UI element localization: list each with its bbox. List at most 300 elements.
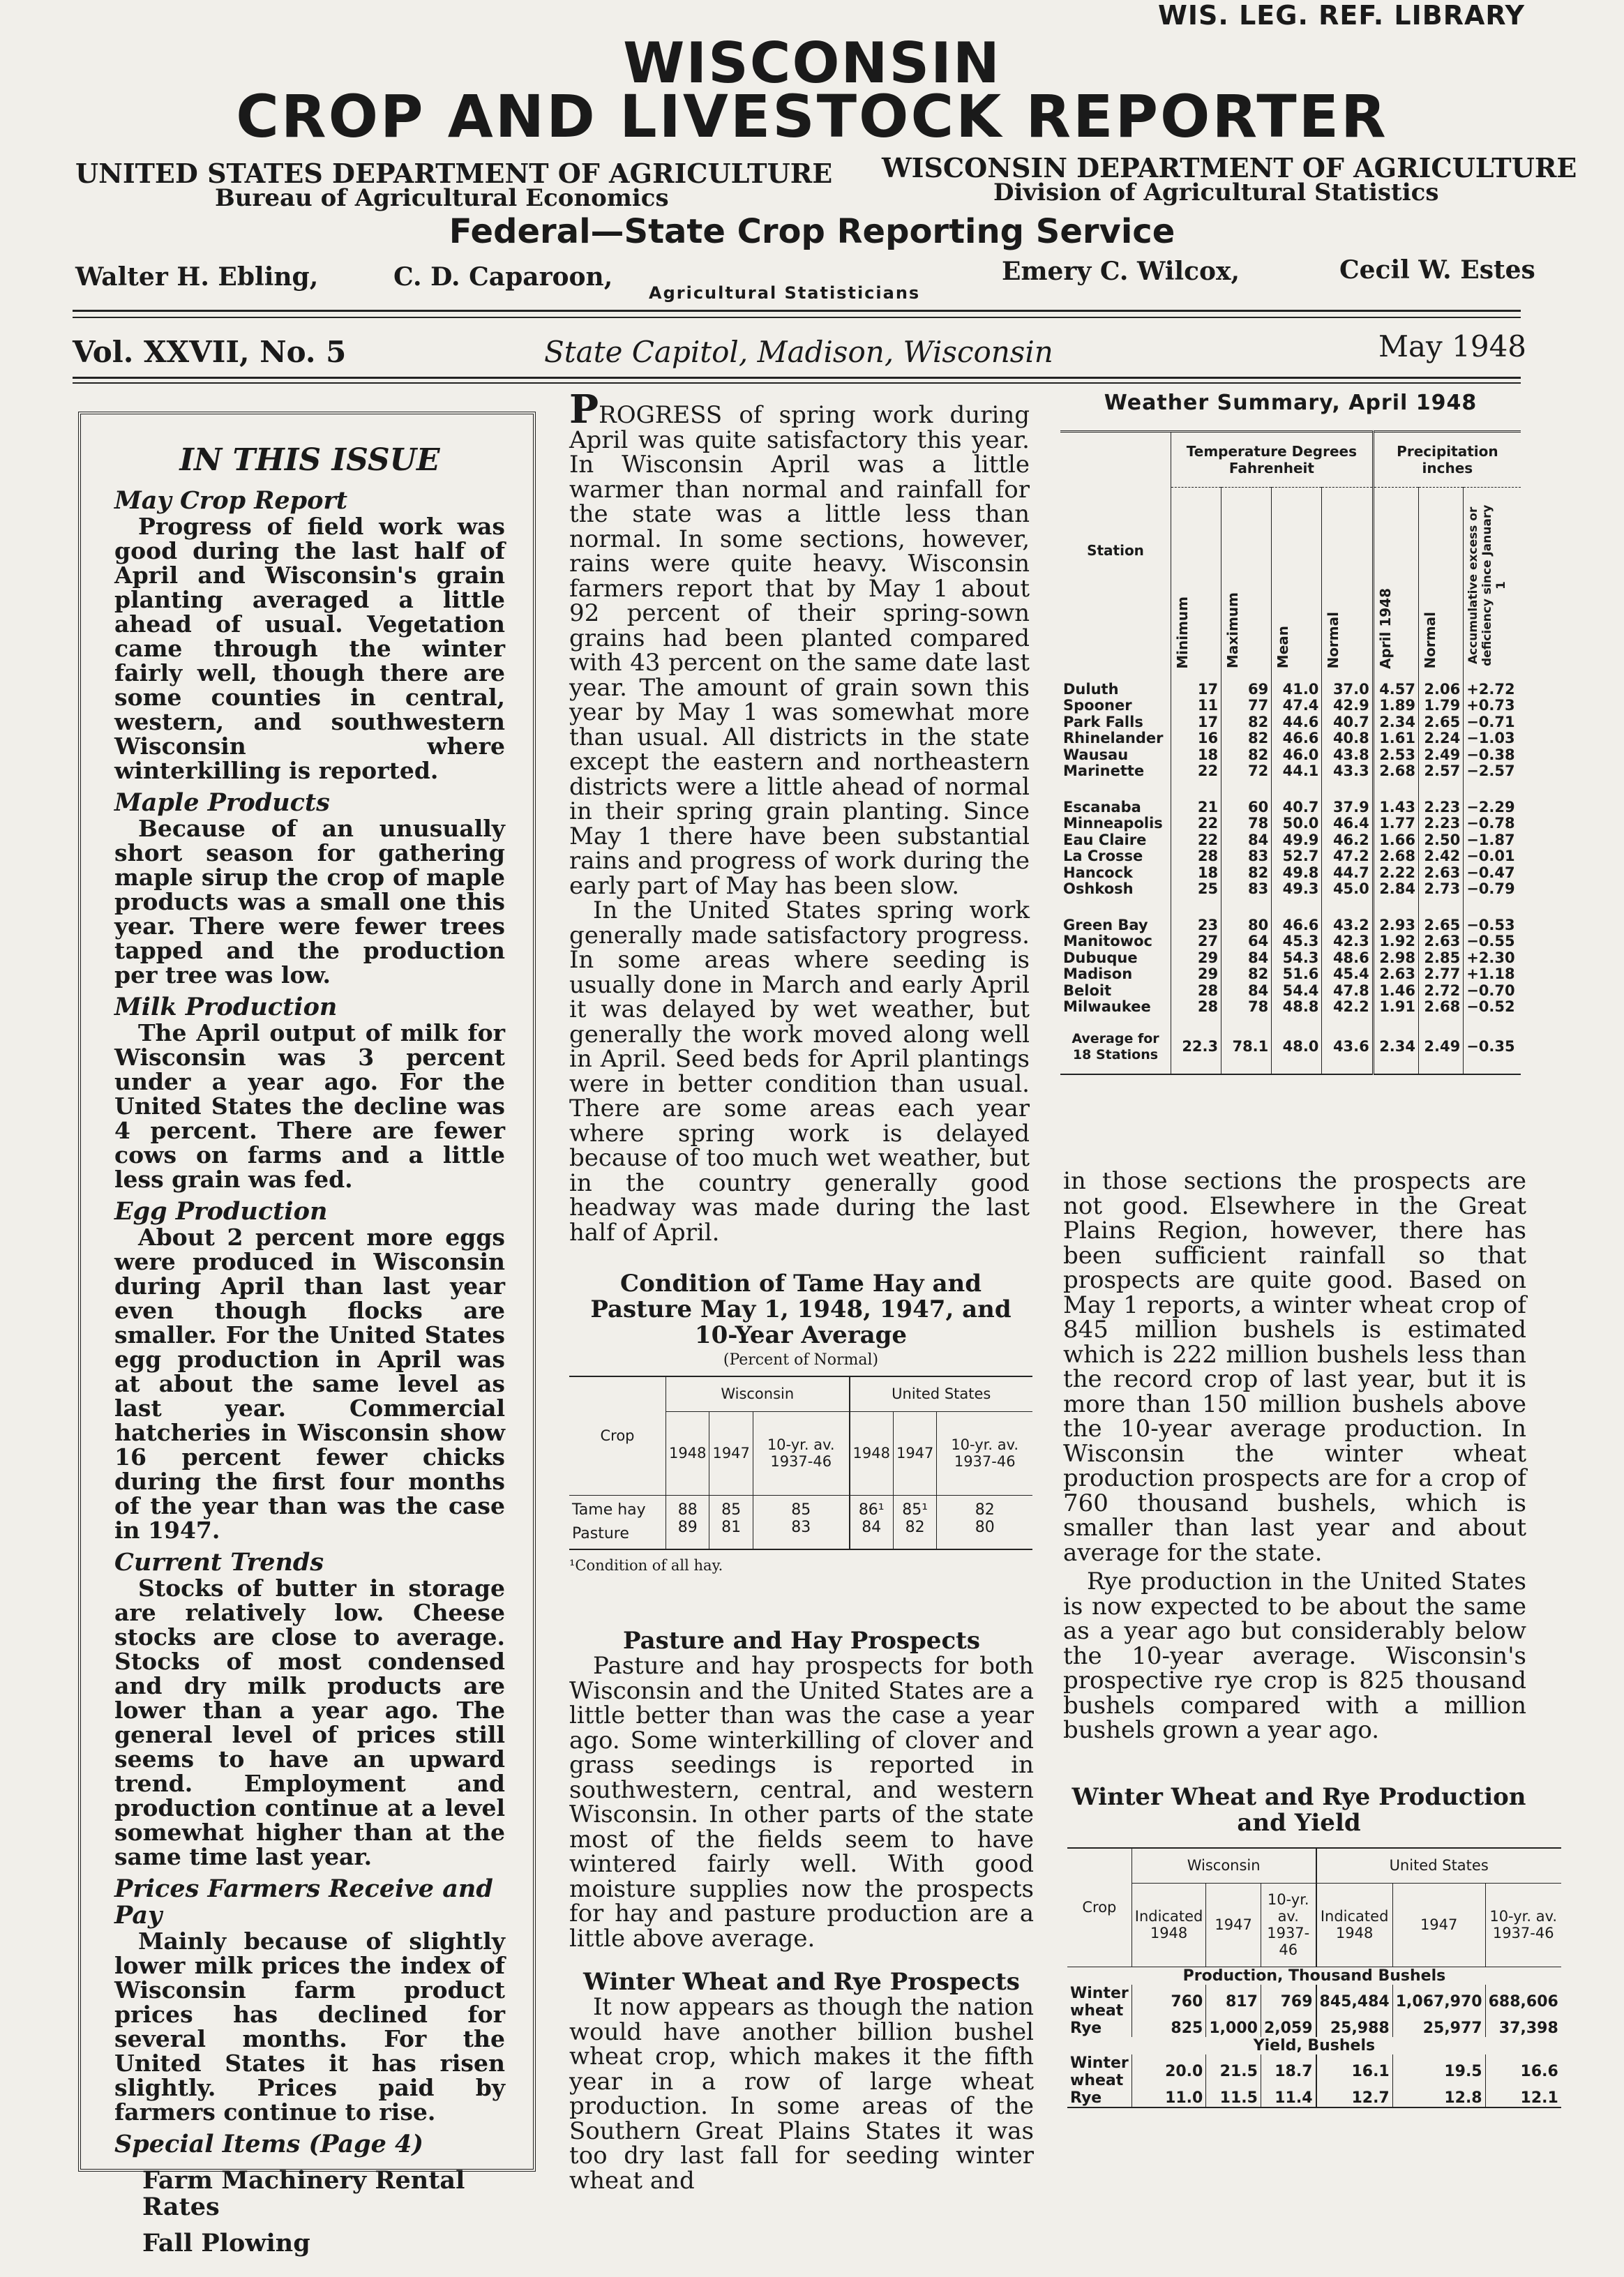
weather-summary-block <box>1060 391 1521 1075</box>
weather-cell: 28 <box>1171 848 1221 865</box>
issue-section-heading: Egg Production <box>114 1197 328 1226</box>
weather-col-header <box>1464 488 1521 669</box>
weather-group-temperature: Temperature Degrees Fahrenheit <box>1171 432 1374 488</box>
body-paragraph: In the United States spring work generally made satisfactory progress. In some areas where seeding is usually done in March and early April it was delayed by wet weather, but generally the work moved along well in April. Seed beds for April plantings were in better condition than usual. There are some areas each year where spring work is delayed because of too much wet weather, but in the country generally good headway was made during the last half of April. <box>569 896 1030 1247</box>
weather-cell: 2.63 <box>1373 966 1418 983</box>
weather-cell: 84 <box>1221 832 1272 849</box>
wheat-cell: 11.4 <box>1261 2089 1316 2107</box>
weather-cell: 2.42 <box>1419 848 1464 865</box>
weather-cell: −0.35 <box>1466 1038 1515 1055</box>
rye-paragraph: Rye production in the United States is now expected to be about the same as a year ago but considerably below the 10-year average. Wisconsin's prospective rye crop is 825 thousand bushels compared with a million bushels grown a year ago. <box>1063 1568 1526 1744</box>
hay-cell: 85 <box>753 1495 849 1519</box>
wheat-col-header: 1947 <box>1206 1883 1261 1967</box>
weather-cell: 82 <box>1221 747 1272 764</box>
weather-cell: 47.2 <box>1322 848 1373 865</box>
weather-col-label: April 1948 <box>1376 587 1394 669</box>
weather-cell: 25 <box>1171 881 1221 898</box>
wheat-prospects-heading: Winter Wheat and Rye Prospects <box>583 1968 1020 1996</box>
wheat-group-us: United States <box>1316 1848 1561 1883</box>
weather-station: Rhinelander <box>1060 730 1171 747</box>
weather-cell: 82 <box>1221 714 1272 731</box>
weather-cell: 50.0 <box>1272 816 1322 832</box>
weather-cell: 29 <box>1171 950 1221 967</box>
weather-cell: +2.30 <box>1466 949 1515 966</box>
wheat-cell: 760 <box>1131 1985 1206 2020</box>
weather-cell: 42.2 <box>1322 999 1373 1016</box>
wheat-cell: 25,977 <box>1392 2020 1485 2037</box>
hay-col-header: 1947 <box>893 1411 936 1495</box>
weather-row <box>1060 933 1521 950</box>
weather-cell: −0.71 <box>1466 713 1515 730</box>
weather-cell: 2.63 <box>1419 865 1464 882</box>
intro-paragraph: PROGRESS of spring work during April was quite satisfactory this year. In Wisconsin April was a little warmer than normal and rainfall for the state was a little less than normal. In some sections, however, rains were quite heavy. Wisconsin farmers report that by May 1 about 92 percent of their spring-sown grains had been planted compared with 43 percent on the same date last year. The amount of grain sown this year by May 1 was somewhat more than usual. All districts in the state except the eastern and northeastern districts were a little ahead of normal in their spring grain planting. Since May 1 there have been substantial rains and progress of work during the early part of May has been slow. <box>569 386 1030 900</box>
weather-row <box>1060 832 1521 849</box>
issue-section-text: Stocks of butter in storage are relatively low. Cheese stocks are close to average. Stocks of most condensed and dry milk products are lower than a year ago. The general level of prices still seems to have an upward trend. Employment and production continue at a level somewhat higher than at the same time last year. <box>114 1575 505 1870</box>
hay-cell: 82 <box>975 1501 995 1519</box>
weather-station: Spooner <box>1060 698 1171 714</box>
weather-cell: 29 <box>1171 966 1221 983</box>
weather-cell: 47.4 <box>1272 698 1322 714</box>
special-item: Fall Plowing <box>142 2229 310 2257</box>
wheat-table-row <box>1067 2020 1561 2037</box>
weather-col-header <box>1221 488 1272 669</box>
weather-cell: 45.3 <box>1272 933 1322 950</box>
wheat-cell: 19.5 <box>1392 2054 1485 2089</box>
weather-cell: 84 <box>1221 950 1272 967</box>
wheat-cell: 11.0 <box>1131 2089 1206 2107</box>
weather-cell: 69 <box>1221 669 1272 698</box>
weather-cell: −0.55 <box>1466 933 1515 949</box>
issue-section-text: Because of an unusually short season for gathering maple sirup the crop of maple products was a small one this year. There were fewer trees tapped and the production per tree was low. <box>114 815 505 989</box>
wheat-continued-paragraph: in those sections the prospects are not good. Elsewhere in the Great Plains Region, however, there has been sufficient rainfall so that prospects are quite good. Based on May 1 reports, a winter wheat crop of 845 million bushels is estimated which is 222 million bushels less than the record crop of last year, but it is more than 150 million bushels above the 10-year average production. In Wisconsin the winter wheat production prospects are for a crop of 760 thousand bushels, which is smaller than last year and about average for the state. <box>1063 1167 1526 1567</box>
weather-cell: 40.7 <box>1272 780 1322 816</box>
weather-cell: 48.6 <box>1322 950 1373 967</box>
weather-cell: 49.9 <box>1272 832 1322 849</box>
hay-cell: 85 <box>709 1495 753 1519</box>
special-items-heading: Special Items (Page 4) <box>114 2130 423 2158</box>
weather-cell: 1.77 <box>1373 816 1418 832</box>
weather-cell: 1.89 <box>1373 698 1418 714</box>
weather-cell: 78 <box>1221 816 1272 832</box>
weather-cell: 54.3 <box>1272 950 1322 967</box>
weather-cell: 2.68 <box>1373 848 1418 865</box>
weather-cell: 82 <box>1221 865 1272 882</box>
wheat-col-header: 1947 <box>1392 1883 1485 1967</box>
hay-cell: 89 <box>666 1519 709 1549</box>
wheat-cell: 12.1 <box>1520 2089 1558 2107</box>
weather-station: Hancock <box>1060 865 1171 882</box>
weather-col-label: Minimum <box>1174 596 1191 669</box>
wheat-table-subheading-row <box>1067 2037 1561 2054</box>
weather-cell: 46.4 <box>1322 816 1373 832</box>
wheat-cell: 1,067,970 <box>1392 1985 1485 2020</box>
weather-row <box>1060 898 1521 934</box>
weather-cell: 28 <box>1171 983 1221 1000</box>
wheat-table-row <box>1067 1985 1561 2020</box>
weather-cell: 2.34 <box>1373 1016 1418 1074</box>
weather-station: Park Falls <box>1060 714 1171 731</box>
masthead-title-line1: WISCONSIN <box>623 31 1001 96</box>
weather-row <box>1060 747 1521 764</box>
weather-group-precipitation: Precipitation inches <box>1373 432 1521 488</box>
weather-cell: 1.66 <box>1373 832 1418 849</box>
weather-station: Beloit <box>1060 983 1171 1000</box>
weather-cell: 83 <box>1221 881 1272 898</box>
issue-section-heading: Milk Production <box>114 993 338 1021</box>
weather-station: Green Bay <box>1060 898 1171 934</box>
statistician-name: Emery C. Wilcox, <box>1002 257 1240 286</box>
weather-cell: 1.79 <box>1419 698 1464 714</box>
weather-cell: 77 <box>1221 698 1272 714</box>
statistician-name: Walter H. Ebling, <box>75 262 319 292</box>
weather-cell: −1.87 <box>1466 831 1515 848</box>
weather-row <box>1060 865 1521 882</box>
masthead-title-line2: CROP AND LIVESTOCK REPORTER <box>236 82 1388 151</box>
wheat-table-row <box>1067 2054 1561 2089</box>
wheat-cell: 1,000 <box>1206 2020 1261 2037</box>
weather-station: Wausau <box>1060 747 1171 764</box>
weather-cell: 17 <box>1171 714 1221 731</box>
weather-cell: 80 <box>1221 898 1272 934</box>
weather-cell: 17 <box>1171 669 1221 698</box>
weather-station: Manitowoc <box>1060 933 1171 950</box>
hay-col-header: 10-yr. av. 1937-46 <box>753 1411 849 1495</box>
weather-cell: 83 <box>1221 848 1272 865</box>
weather-cell: 46.6 <box>1272 898 1322 934</box>
weather-cell: −0.38 <box>1466 746 1515 763</box>
weather-cell: 2.50 <box>1419 832 1464 849</box>
weather-cell: 2.24 <box>1419 730 1464 747</box>
weather-cell: 47.8 <box>1322 983 1373 1000</box>
weather-cell: 2.57 <box>1419 763 1464 780</box>
hay-group-us: United States <box>850 1376 1033 1411</box>
weather-cell: 22.3 <box>1171 1016 1221 1074</box>
weather-cell: 51.6 <box>1272 966 1322 983</box>
weather-cell: 2.65 <box>1419 898 1464 934</box>
hay-table-row <box>569 1519 1032 1549</box>
weather-cell: 2.23 <box>1419 780 1464 816</box>
weather-cell: 22 <box>1171 816 1221 832</box>
weather-cell: 48.8 <box>1272 999 1322 1016</box>
weather-col-label: Normal <box>1325 611 1342 669</box>
weather-row <box>1060 881 1521 898</box>
wheat-cell: 688,606 <box>1488 1993 1558 2011</box>
issue-section-heading: Maple Products <box>114 788 330 817</box>
weather-col-header <box>1171 488 1221 669</box>
weather-cell: 18 <box>1171 865 1221 882</box>
weather-cell: 44.1 <box>1272 763 1322 780</box>
weather-row <box>1060 763 1521 780</box>
weather-cell: 18 <box>1171 747 1221 764</box>
weather-cell: −2.57 <box>1466 762 1515 779</box>
weather-row <box>1060 848 1521 865</box>
weather-cell: 2.77 <box>1419 966 1464 983</box>
weather-cell: 43.3 <box>1322 763 1373 780</box>
wheat-row-crop: Winter wheat <box>1067 2054 1131 2089</box>
weather-cell: 2.65 <box>1419 714 1464 731</box>
weather-col-label: Normal <box>1422 611 1439 669</box>
weather-cell: 2.22 <box>1373 865 1418 882</box>
issue-section-list <box>114 488 505 2124</box>
weather-cell: 27 <box>1171 933 1221 950</box>
weather-cell: 37.0 <box>1322 669 1373 698</box>
statistician-name: Cecil W. Estes <box>1339 255 1535 285</box>
weather-cell: 52.7 <box>1272 848 1322 865</box>
header-rule <box>73 382 1521 384</box>
wheat-table-subheading: Production, Thousand Bushels <box>1182 1967 1446 1985</box>
wheat-cell: 769 <box>1261 1985 1316 2020</box>
hay-cell: 86¹ <box>850 1495 894 1519</box>
weather-station: Duluth <box>1060 669 1171 698</box>
weather-cell: 2.53 <box>1373 747 1418 764</box>
weather-cell: 54.4 <box>1272 983 1322 1000</box>
wheat-cell: 25,988 <box>1316 2020 1393 2037</box>
weather-cell: −0.78 <box>1466 815 1515 832</box>
weather-row <box>1060 816 1521 832</box>
weather-cell: 4.57 <box>1373 669 1418 698</box>
special-item: Farm Machinery Rental Rates <box>142 2166 465 2221</box>
weather-cell: 22 <box>1171 832 1221 849</box>
wheat-col-header: Indicated 1948 <box>1131 1883 1206 1967</box>
issue-section-text: About 2 percent more eggs were produced in Wisconsin during April than last year even though flocks are smaller. For the United States egg production in April was at about the same level as last year. Commercial hatcheries in Wisconsin show 16 percent fewer chicks during the first four months of the year than was the case in 1947. <box>114 1224 505 1544</box>
weather-cell: 42.9 <box>1322 698 1373 714</box>
weather-cell: 78 <box>1221 999 1272 1016</box>
weather-col-header <box>1419 488 1464 669</box>
weather-title: Weather Summary, April 1948 <box>1104 391 1478 415</box>
weather-cell: +0.73 <box>1466 697 1515 714</box>
weather-cell: 46.0 <box>1272 747 1322 764</box>
statistician-name: C. D. Caparoon, <box>393 262 613 292</box>
weather-row <box>1060 730 1521 747</box>
issue-section-text: The April output of milk for Wisconsin was 3 percent under a year ago. For the United States the decline was 4 percent. There are fewer cows on farms and a little less grain was fed. <box>114 1019 505 1193</box>
issue-section-heading: Current Trends <box>114 1548 324 1577</box>
wheat-cell: 21.5 <box>1206 2054 1261 2089</box>
weather-row <box>1060 966 1521 983</box>
weather-cell: 2.98 <box>1373 950 1418 967</box>
weather-cell: 60 <box>1221 780 1272 816</box>
weather-row <box>1060 950 1521 967</box>
weather-row <box>1060 669 1521 698</box>
weather-col-label: Mean <box>1275 626 1292 669</box>
weather-cell: 2.84 <box>1373 881 1418 898</box>
weather-cell: 45.0 <box>1322 881 1373 898</box>
weather-cell: 2.93 <box>1373 898 1418 934</box>
wheat-cell: 16.6 <box>1520 2063 1558 2080</box>
weather-row <box>1060 983 1521 1000</box>
weather-cell: 2.49 <box>1419 747 1464 764</box>
weather-cell: 1.92 <box>1373 933 1418 950</box>
hay-cell: 82 <box>893 1519 936 1549</box>
hay-row-crop: Pasture <box>569 1519 666 1549</box>
weather-cell: −1.03 <box>1466 730 1515 746</box>
weather-cell: 43.6 <box>1322 1016 1373 1074</box>
wheat-prospects-paragraph: It now appears as though the nation would have another billion bushel wheat crop, which makes it the fifth year in a row of large wheat production. In some areas of the Southern Great Plains States it was too dry last fall for seeding winter wheat and <box>569 1993 1034 2195</box>
header-rule <box>73 377 1521 379</box>
weather-cell: +1.18 <box>1466 965 1515 982</box>
wheat-cell: 825 <box>1131 2020 1206 2037</box>
wheat-col-header: 10-yr. av. 1937-46 <box>1485 1883 1561 1967</box>
hay-table-row <box>569 1495 1032 1519</box>
hay-cell: 88 <box>666 1495 709 1519</box>
in-this-issue-title: IN THIS ISSUE <box>179 442 440 478</box>
issue-section-text: Mainly because of slightly lower milk prices the index of Wisconsin farm product prices has declined for several months. For the United States it has risen slightly. Prices paid by farmers continue to rise. <box>114 1927 505 2126</box>
weather-cell: 42.3 <box>1322 933 1373 950</box>
wheat-table-subheading: Yield, Bushels <box>1253 2036 1376 2054</box>
wheat-row-crop: Rye <box>1067 2089 1131 2107</box>
weather-station: Madison <box>1060 966 1171 983</box>
hay-pasture-table-block <box>569 1271 1032 1574</box>
hay-col-crop: Crop <box>569 1376 666 1495</box>
weather-station: Average for 18 Stations <box>1060 1016 1171 1074</box>
weather-station: Minneapolis <box>1060 816 1171 832</box>
weather-cell: −0.47 <box>1466 864 1515 881</box>
hay-col-header: 1948 <box>666 1411 709 1495</box>
weather-cell: 23 <box>1171 898 1221 934</box>
weather-station: Oshkosh <box>1060 881 1171 898</box>
in-this-issue-box <box>78 412 536 2257</box>
wheat-cell: 2,059 <box>1261 2020 1316 2037</box>
hay-table-subtitle: (Percent of Normal) <box>723 1351 879 1369</box>
hay-col-header: 1948 <box>850 1411 894 1495</box>
weather-cell: 64 <box>1221 933 1272 950</box>
weather-cell: 84 <box>1221 983 1272 1000</box>
weather-cell: 49.8 <box>1272 865 1322 882</box>
weather-cell: −0.01 <box>1466 848 1515 864</box>
hay-table-title: Condition of Tame Hay and Pasture May 1, 1948, 1947, and 10-Year Average <box>590 1270 1012 1349</box>
weather-row <box>1060 698 1521 714</box>
wheat-col-crop: Crop <box>1067 1848 1131 1967</box>
wheat-table-row <box>1067 2089 1561 2107</box>
weather-cell: 49.3 <box>1272 881 1322 898</box>
weather-row <box>1060 780 1521 816</box>
weather-cell: −2.29 <box>1466 798 1515 816</box>
us-bureau-name: Bureau of Agricultural Economics <box>215 184 669 212</box>
weather-station: Milwaukee <box>1060 999 1171 1016</box>
weather-cell: 2.68 <box>1373 763 1418 780</box>
weather-cell: 2.06 <box>1419 669 1464 698</box>
wheat-cell: 12.7 <box>1316 2089 1393 2107</box>
weather-row <box>1060 714 1521 731</box>
weather-cell: 16 <box>1171 730 1221 747</box>
hay-table-footnote: ¹Condition of all hay. <box>569 1556 723 1574</box>
weather-cell: 2.34 <box>1373 714 1418 731</box>
weather-col-label: Accumulative excess or deficiency since January 1 <box>1466 504 1509 666</box>
weather-col-header <box>1373 488 1418 669</box>
weather-row <box>1060 1016 1521 1074</box>
weather-cell: 2.72 <box>1419 983 1464 1000</box>
weather-cell: 46.6 <box>1272 730 1322 747</box>
weather-cell: 2.85 <box>1419 950 1464 967</box>
weather-station: Eau Claire <box>1060 832 1171 849</box>
middle-column <box>569 386 1030 1247</box>
weather-station: Marinette <box>1060 763 1171 780</box>
wheat-cell: 845,484 <box>1316 1985 1393 2020</box>
wheat-cell: 37,398 <box>1498 2019 1558 2037</box>
wheat-cell: 18.7 <box>1261 2054 1316 2089</box>
wheat-col-header: Indicated 1948 <box>1316 1883 1393 1967</box>
header-rule <box>73 310 1521 312</box>
weather-station: La Crosse <box>1060 848 1171 865</box>
pasture-section <box>569 1628 1034 2193</box>
weather-cell: −0.70 <box>1466 982 1515 999</box>
weather-table <box>1060 430 1521 1075</box>
weather-cell: 2.49 <box>1419 1016 1464 1074</box>
weather-col-label: Maximum <box>1224 592 1242 669</box>
hay-cell: 85¹ <box>893 1495 936 1519</box>
weather-col-station: Station <box>1060 432 1171 669</box>
weather-station: Dubuque <box>1060 950 1171 967</box>
weather-cell: 41.0 <box>1272 669 1322 698</box>
dateline-location: State Capitol, Madison, Wisconsin <box>544 335 1053 369</box>
weather-cell: 48.0 <box>1272 1016 1322 1074</box>
weather-cell: 1.61 <box>1373 730 1418 747</box>
volume-number: Vol. XXVII, No. 5 <box>73 335 347 369</box>
weather-cell: −0.79 <box>1466 880 1515 897</box>
hay-col-header: 1947 <box>709 1411 753 1495</box>
wheat-table-subheading-row <box>1067 1967 1561 1985</box>
hay-cell: 84 <box>850 1519 894 1549</box>
weather-cell: 44.7 <box>1322 865 1373 882</box>
wis-division-name: Division of Agricultural Statistics <box>993 179 1439 206</box>
wheat-row-crop: Winter wheat <box>1067 1985 1131 2020</box>
hay-col-header: 10-yr. av. 1937-46 <box>937 1411 1032 1495</box>
us-dept-name: UNITED STATES DEPARTMENT OF AGRICULTURE <box>75 158 833 189</box>
weather-cell: 2.63 <box>1419 933 1464 950</box>
weather-cell: 78.1 <box>1221 1016 1272 1074</box>
weather-cell: 72 <box>1221 763 1272 780</box>
weather-col-header <box>1322 488 1373 669</box>
pasture-paragraph: Pasture and hay prospects for both Wisconsin and the United States are a little better than was the case a year ago. Some winterkilling of clover and grass seedings is reported in southwestern, central, and western Wisconsin. In other parts of the state most of the fields seem to have wintered fairly well. With good moisture supplies now the prospects for hay and pasture production are a little above average. <box>569 1652 1034 1953</box>
wis-dept-name: WISCONSIN DEPARTMENT OF AGRICULTURE <box>882 152 1577 183</box>
issue-section-text: Progress of field work was good during the last half of April and Wisconsin's grain planting averaged a little ahead of usual. Vegetation came through the winter fairly well, though there are some counties in central, western, and southwestern Wisconsin where winterkilling is reported. <box>114 513 505 784</box>
hay-cell: 80 <box>975 1518 995 1536</box>
weather-cell: 43.8 <box>1322 747 1373 764</box>
weather-cell: 40.8 <box>1322 730 1373 747</box>
wheat-rye-table-block <box>1067 1783 1558 2108</box>
wheat-cell: 817 <box>1206 1985 1261 2020</box>
library-stamp: WIS. LEG. REF. LIBRARY <box>1158 0 1526 31</box>
wheat-cell: 11.5 <box>1206 2089 1261 2107</box>
hay-cell: 83 <box>753 1519 849 1549</box>
weather-cell: 1.46 <box>1373 983 1418 1000</box>
weather-cell: 11 <box>1171 698 1221 714</box>
weather-cell: 82 <box>1221 730 1272 747</box>
weather-cell: 82 <box>1221 966 1272 983</box>
wheat-col-header: 10-yr. av. 1937-46 <box>1261 1883 1316 1967</box>
issue-date: May 1948 <box>1378 329 1527 363</box>
hay-row-crop: Tame hay <box>569 1495 666 1519</box>
weather-cell: 44.6 <box>1272 714 1322 731</box>
weather-station: Escanaba <box>1060 780 1171 816</box>
statisticians-label: Agricultural Statisticians <box>649 283 921 303</box>
weather-cell: 21 <box>1171 780 1221 816</box>
hay-cell: 81 <box>709 1519 753 1549</box>
weather-cell: 22 <box>1171 763 1221 780</box>
weather-cell: 40.7 <box>1322 714 1373 731</box>
wheat-cell: 20.0 <box>1131 2054 1206 2089</box>
weather-row <box>1060 999 1521 1016</box>
header-rule <box>73 317 1521 318</box>
weather-cell: −0.52 <box>1466 998 1515 1015</box>
weather-cell: 45.4 <box>1322 966 1373 983</box>
weather-col-header <box>1272 488 1322 669</box>
weather-cell: 37.9 <box>1322 780 1373 816</box>
wheat-cell: 12.8 <box>1392 2089 1485 2107</box>
weather-cell: 2.73 <box>1419 881 1464 898</box>
weather-cell: +2.72 <box>1466 680 1515 698</box>
hay-group-wisconsin: Wisconsin <box>666 1376 850 1411</box>
wheat-cell: 16.1 <box>1316 2054 1393 2089</box>
